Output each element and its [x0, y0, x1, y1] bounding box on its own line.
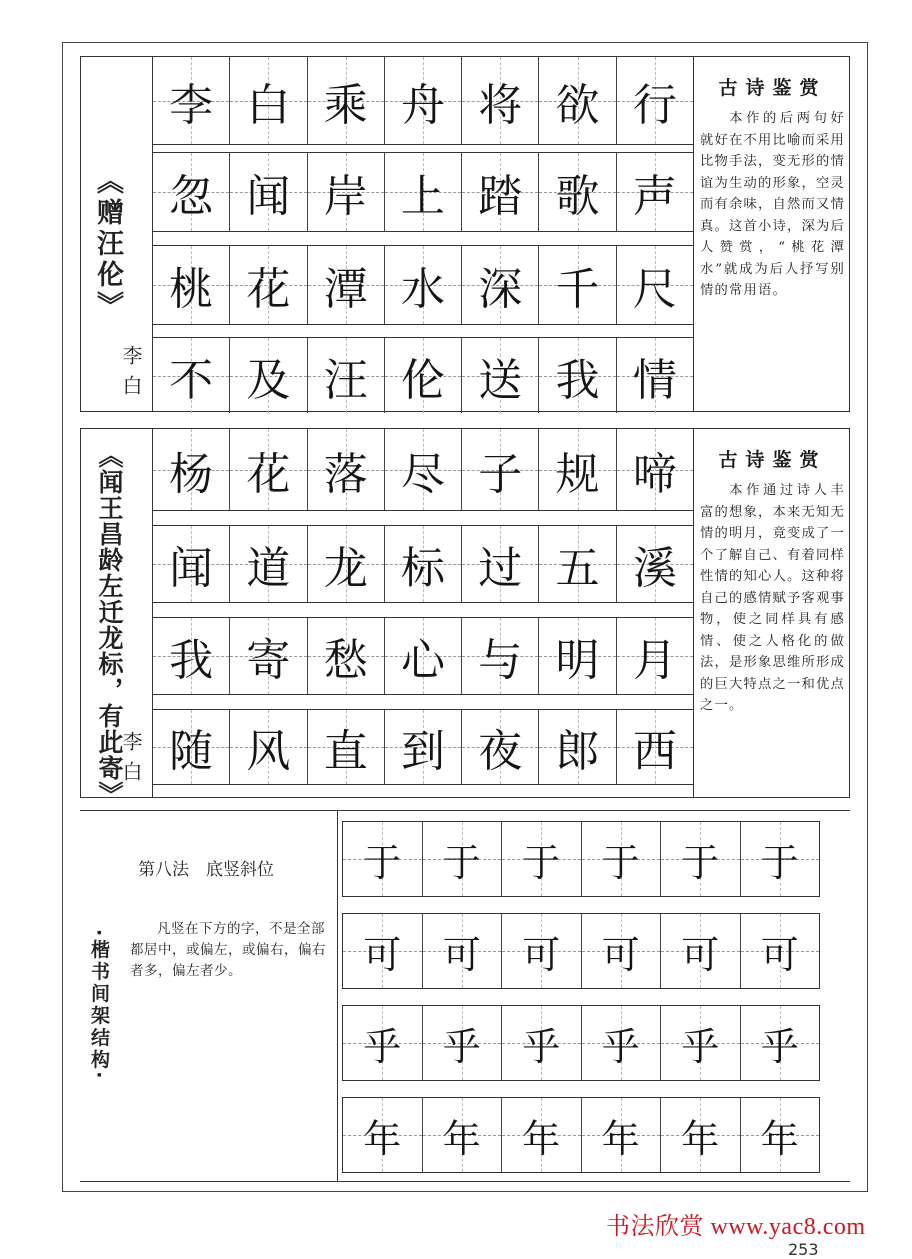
char-cell: 闻 — [230, 153, 307, 231]
poem-appreciation-box — [693, 429, 851, 797]
char-cell: 乎 — [423, 1006, 503, 1080]
calligraphy-grid — [153, 429, 693, 797]
char-cell: 过 — [462, 526, 539, 602]
calligraphy-grid — [153, 57, 693, 411]
poem-title-column — [81, 57, 153, 411]
char-cell: 于 — [661, 822, 741, 896]
grid-row — [153, 245, 693, 325]
practice-row — [342, 821, 820, 897]
char-cell: 将 — [462, 57, 539, 144]
char-cell: 送 — [462, 338, 539, 413]
char-cell: 声 — [617, 153, 693, 231]
char-cell: 及 — [230, 338, 307, 413]
char-cell: 千 — [539, 246, 616, 324]
site-watermark: 书法欣赏 www.yac8.com — [606, 1214, 866, 1240]
poem-title: 《赠汪伦》 — [92, 167, 123, 322]
lesson-title: 第八法 底竖斜位 — [138, 860, 274, 880]
char-cell: 年 — [582, 1098, 662, 1172]
char-cell: 风 — [230, 710, 307, 784]
char-cell: 到 — [385, 710, 462, 784]
char-cell: 随 — [153, 710, 230, 784]
char-cell: 情 — [617, 338, 693, 413]
char-cell: 月 — [617, 618, 693, 694]
char-cell: 可 — [343, 914, 423, 988]
char-cell: 乎 — [661, 1006, 741, 1080]
char-cell: 规 — [539, 429, 616, 510]
char-cell: 乎 — [582, 1006, 662, 1080]
char-cell: 欲 — [539, 57, 616, 144]
lesson-text-panel — [80, 811, 338, 1181]
lesson-body: 凡竖在下方的字，不是全部都居中，或偏左，或偏右，偏右者多，偏左者少。 — [130, 921, 326, 979]
char-cell: 不 — [153, 338, 230, 413]
grid-row — [153, 709, 693, 785]
section-side-label: ·楷书间架结构· — [88, 929, 110, 1082]
char-cell: 花 — [230, 429, 307, 510]
poem-title: 《闻王昌龄左迁龙标，有此寄》 — [95, 443, 124, 807]
appreciation-title: 古诗鉴赏 — [718, 77, 827, 99]
char-cell: 落 — [308, 429, 385, 510]
char-cell: 年 — [741, 1098, 820, 1172]
practice-row — [342, 1097, 820, 1173]
char-cell: 啼 — [617, 429, 693, 510]
char-cell: 桃 — [153, 246, 230, 324]
poem-section-wen-wang-changling — [80, 428, 850, 807]
grid-row — [153, 617, 693, 695]
char-cell: 李 — [153, 57, 230, 144]
char-cell: 年 — [502, 1098, 582, 1172]
grid-row — [153, 57, 693, 145]
char-cell: 舟 — [385, 57, 462, 144]
practice-grid — [342, 821, 820, 1189]
char-cell: 子 — [462, 429, 539, 510]
char-cell: 龙 — [308, 526, 385, 602]
char-cell: 可 — [741, 914, 820, 988]
char-cell: 我 — [153, 618, 230, 694]
char-cell: 乎 — [741, 1006, 820, 1080]
page-number: 253 — [788, 1240, 819, 1259]
char-cell: 可 — [582, 914, 662, 988]
char-cell: 标 — [385, 526, 462, 602]
practice-row — [342, 1005, 820, 1081]
grid-row — [153, 429, 693, 511]
char-cell: 于 — [741, 822, 820, 896]
char-cell: 上 — [385, 153, 462, 231]
char-cell: 于 — [502, 822, 582, 896]
char-cell: 溪 — [617, 526, 693, 602]
char-cell: 踏 — [462, 153, 539, 231]
char-cell: 寄 — [230, 618, 307, 694]
char-cell: 可 — [661, 914, 741, 988]
char-cell: 年 — [661, 1098, 741, 1172]
char-cell: 白 — [230, 57, 307, 144]
char-cell: 于 — [582, 822, 662, 896]
char-cell: 闻 — [153, 526, 230, 602]
char-cell: 尽 — [385, 429, 462, 510]
char-cell: 郎 — [539, 710, 616, 784]
char-cell: 夜 — [462, 710, 539, 784]
char-cell: 行 — [617, 57, 693, 144]
char-cell: 岸 — [308, 153, 385, 231]
char-cell: 可 — [423, 914, 503, 988]
poem-section-zeng-wang-lun — [80, 56, 850, 412]
char-cell: 深 — [462, 246, 539, 324]
poem-title-column — [81, 429, 153, 807]
char-cell: 道 — [230, 526, 307, 602]
practice-row — [342, 913, 820, 989]
char-cell: 潭 — [308, 246, 385, 324]
structure-lesson-section — [80, 810, 850, 1182]
grid-row — [153, 337, 693, 413]
grid-row — [153, 152, 693, 232]
char-cell: 五 — [539, 526, 616, 602]
char-cell: 直 — [308, 710, 385, 784]
char-cell: 于 — [423, 822, 503, 896]
char-cell: 心 — [385, 618, 462, 694]
char-cell: 花 — [230, 246, 307, 324]
char-cell: 乎 — [343, 1006, 423, 1080]
appreciation-text: 本作通过诗人丰富的想象，本来无知无情的明月，竟变成了一个了解自己、有着同样性情的知心人。这种将自己的感情赋予客观事物，使之同样具有感情、使之人格化的做法，是形象思维所形成的巨大特点之一和优点之一。 — [700, 483, 845, 713]
char-cell: 歌 — [539, 153, 616, 231]
char-cell: 年 — [423, 1098, 503, 1172]
poem-author: 李白 — [119, 731, 143, 791]
char-cell: 可 — [502, 914, 582, 988]
char-cell: 汪 — [308, 338, 385, 413]
appreciation-title: 古诗鉴赏 — [718, 449, 827, 471]
char-cell: 乎 — [502, 1006, 582, 1080]
char-cell: 明 — [539, 618, 616, 694]
char-cell: 于 — [343, 822, 423, 896]
poem-author: 李白 — [119, 345, 143, 405]
char-cell: 我 — [539, 338, 616, 413]
char-cell: 忽 — [153, 153, 230, 231]
char-cell: 与 — [462, 618, 539, 694]
char-cell: 西 — [617, 710, 693, 784]
appreciation-text: 本作的后两句好就好在不用比喻而采用比物手法，变无形的情谊为生动的形象，空灵而有余味，自然而又情真。这首小诗，深为后人赞赏，“桃花潭水”就成为后人抒写别情的常用语。 — [700, 111, 845, 298]
char-cell: 年 — [343, 1098, 423, 1172]
poem-appreciation-box — [693, 57, 851, 411]
char-cell: 尺 — [617, 246, 693, 324]
char-cell: 水 — [385, 246, 462, 324]
char-cell: 乘 — [308, 57, 385, 144]
grid-row — [153, 525, 693, 603]
char-cell: 杨 — [153, 429, 230, 510]
char-cell: 愁 — [308, 618, 385, 694]
char-cell: 伦 — [385, 338, 462, 413]
